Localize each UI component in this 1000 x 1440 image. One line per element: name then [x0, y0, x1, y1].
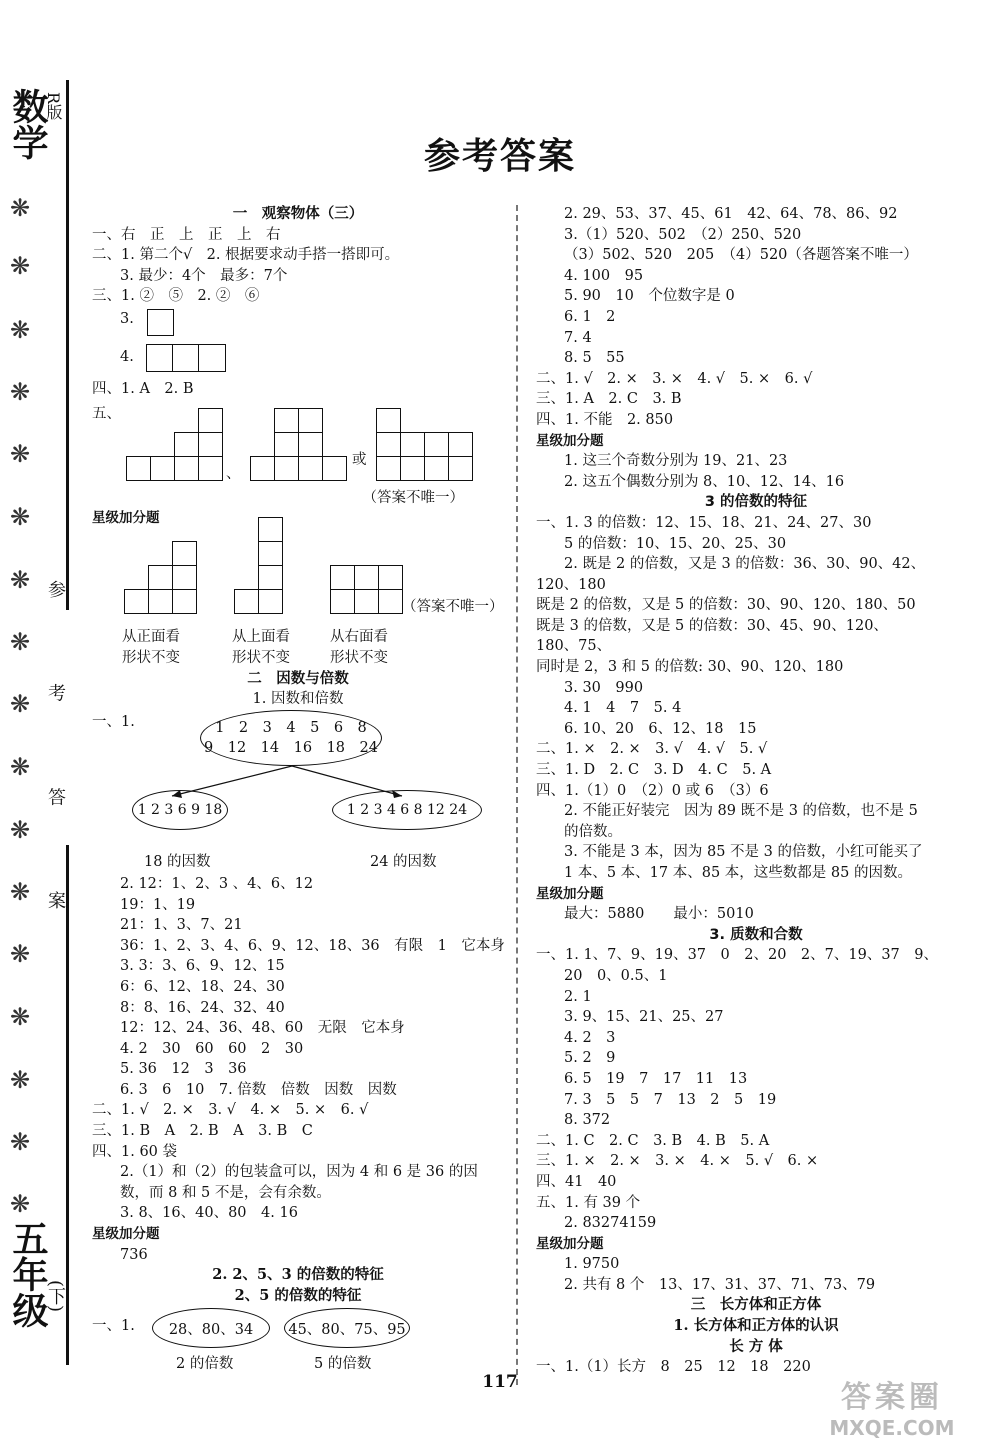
cube-square — [198, 456, 223, 481]
cube-square — [148, 565, 173, 590]
answer-line: 3. 30 990 — [564, 679, 644, 696]
cube-square — [146, 344, 174, 372]
answer-line: 三、1. ② ⑤ 2. ② ⑥ — [92, 288, 260, 305]
answer-line: 一、1. 1、7、9、19、37 0 2、20 2、7、19、37 9、 — [536, 947, 938, 964]
answer-line: 19：1、19 — [120, 896, 196, 913]
flower-icon: ❋ — [10, 378, 31, 406]
answer-line: 4. 2 30 60 60 2 30 — [120, 1040, 304, 1057]
cube-square — [147, 309, 174, 336]
cube-square — [274, 456, 299, 481]
term-label: (下) — [45, 1280, 66, 1313]
watermark — [802, 1372, 982, 1440]
factor-ellipse-18: 1 2 3 6 9 18 — [132, 790, 228, 830]
answer-line: 120、180 — [536, 576, 606, 593]
flower-icon: ❋ — [10, 566, 31, 594]
answer-line: 2. 既是 2 的倍数，又是 3 的倍数：36、30、90、42、 — [564, 556, 926, 573]
flower-icon: ❋ — [10, 503, 31, 531]
answer-line: 同时是 2，3 和 5 的倍数: 30、90、120、180 — [536, 659, 844, 676]
answer-line: 二、1. √ 2. × 3. × 4. √ 5. × 6. √ — [536, 370, 813, 387]
answer-line: 8. 5 55 — [564, 350, 625, 367]
arrows — [92, 710, 504, 850]
cube-square — [424, 432, 449, 457]
caption: 18 的因数 — [144, 853, 211, 870]
answer-line: 一、1. — [92, 713, 135, 730]
cube-square — [174, 432, 199, 457]
section-heading: 3. 质数和合数 — [709, 926, 803, 943]
cube-square — [378, 589, 403, 614]
cube-square — [198, 432, 223, 457]
section-subheading: 1. 长方体和正方体的认识 — [673, 1317, 839, 1335]
page-number: 117 — [482, 1372, 518, 1392]
answer-line: 的倍数。 — [564, 823, 622, 840]
section-heading: 三 长方体和正方体 — [690, 1297, 822, 1314]
cube-square — [172, 565, 197, 590]
answer-line: 3. 不能是 3 本，因为 85 不是 3 的倍数，小红可能买了 — [564, 844, 923, 861]
factor-labels — [92, 850, 504, 874]
answer-line: 180、75、 — [536, 638, 612, 655]
answer-line: 三、1. D 2. C 3. D 4. C 5. A — [536, 762, 772, 779]
cube-square — [448, 456, 473, 481]
caption-top: 从上面看 — [232, 628, 290, 645]
single-square-figure — [92, 307, 504, 339]
section-heading: 3 的倍数的特征 — [704, 494, 808, 511]
section-heading: 2. 2、5、3 的倍数的特征 — [212, 1266, 384, 1284]
answer-line: 2. 12：1、2、3 、4、6、12 — [120, 875, 314, 892]
flower-icon: ❋ — [10, 628, 31, 656]
answer-line: 1 本、5 本、17 本、85 本，这些数都是 85 的因数。 — [564, 865, 912, 881]
answer-line: 6：6、12、18、24、30 — [120, 978, 285, 995]
bonus-heading: 星级加分题 — [92, 510, 160, 527]
cube-square — [448, 432, 473, 457]
bonus-heading: 星级加分题 — [92, 1226, 160, 1243]
answer-line: 二、1. 第二个√ 2. 根据要求动手搭一搭即可。 — [92, 247, 400, 264]
answer-line: 四、1. 不能 2. 850 — [536, 411, 674, 428]
answer-line: 5. 2 9 — [564, 1050, 616, 1067]
answer-line: 五、1. 有 39 个 — [536, 1194, 641, 1211]
cube-square — [298, 432, 323, 457]
caption: 24 的因数 — [370, 853, 437, 870]
ellipse-text: 1 2 3 4 5 6 8 — [215, 719, 367, 736]
flower-icon: ❋ — [10, 194, 31, 222]
cube-square — [330, 589, 355, 614]
answer-line: 2. 1 — [564, 988, 592, 1005]
separator: 、 — [226, 465, 241, 482]
answer-line: 6. 5 19 7 17 11 13 — [564, 1070, 748, 1087]
grade-label: 五年级 — [7, 1220, 48, 1328]
flower-icon: ❋ — [10, 878, 31, 906]
cube-square — [172, 541, 197, 566]
answer-line: 3.（1）520、502 （2）250、520 — [564, 226, 802, 243]
ellipse-text: 9 12 14 16 18 24 — [204, 739, 378, 756]
flower-icon: ❋ — [10, 753, 31, 781]
cube-square — [376, 456, 401, 481]
cube-square — [148, 589, 173, 614]
answer-line: 四、41 40 — [536, 1173, 617, 1190]
cube-square — [258, 541, 283, 566]
answer-line: 2. 共有 8 个 13、17、31、37、71、73、79 — [564, 1276, 876, 1293]
left-column — [92, 204, 504, 1372]
answer-line: 3. — [120, 310, 134, 327]
cube-square — [400, 432, 425, 457]
note-not-unique: （答案不唯一） — [402, 598, 504, 615]
answer-line: 6. 3 6 10 7. 倍数 倍数 因数 因数 — [120, 1081, 397, 1098]
answer-line: 7. 4 — [564, 329, 592, 346]
answer-line: 4. — [120, 348, 134, 365]
flower-icon: ❋ — [10, 1066, 31, 1094]
answer-line: 2.（1）和（2）的包装盒可以，因为 4 和 6 是 36 的因 — [120, 1164, 478, 1181]
answer-line: 736 — [120, 1246, 148, 1263]
answer-line: 三、1. A 2. C 3. B — [536, 391, 682, 408]
flower-icon: ❋ — [10, 1128, 31, 1156]
three-squares-figure — [92, 339, 504, 379]
edition-label: R版 — [44, 92, 63, 121]
section-heading: 一 观察物体（三） — [232, 206, 364, 222]
or-label: 或 — [352, 451, 367, 468]
cube-square — [124, 589, 149, 614]
sidebar — [0, 0, 100, 1431]
answer-line: 四、1. 60 袋 — [92, 1143, 178, 1160]
multiple-labels — [92, 1350, 504, 1372]
answer-line: 一、1. — [92, 1318, 135, 1335]
answer-line: 最大：5880 最小：5010 — [564, 906, 754, 923]
cube-square — [126, 456, 151, 481]
answer-line: 2. 这五个偶数分别为 8、10、12、14、16 — [564, 473, 845, 490]
answer-line: 既是 2 的倍数，又是 5 的倍数：30、90、120、180、50 — [536, 597, 916, 614]
bonus-cube-figure — [92, 529, 504, 625]
answer-line: 3. 3：3、6、9、12、15 — [120, 958, 285, 975]
note-not-unique: （答案不唯一） — [362, 489, 464, 506]
answer-line: 21：1、3、7、21 — [120, 917, 243, 934]
bonus-heading: 星级加分题 — [536, 885, 604, 902]
flower-icon: ❋ — [10, 1190, 31, 1218]
cube-square — [322, 456, 347, 481]
section-subheading: 长 方 体 — [729, 1338, 783, 1355]
caption: 2 的倍数 — [176, 1356, 234, 1373]
cube-square — [234, 589, 259, 614]
answer-line: 二、1. C 2. C 3. B 4. B 5. A — [536, 1132, 770, 1149]
answer-line: 二、1. × 2. × 3. √ 4. √ 5. √ — [536, 741, 768, 758]
multiples-of-2-ellipse: 28、80、34 — [152, 1308, 270, 1348]
cube-square — [174, 456, 199, 481]
answer-line: （3）502、520 205 （4）520（各题答案不唯一） — [564, 247, 918, 264]
flower-icon: ❋ — [10, 440, 31, 468]
answer-line: 3. 8、16、40、80 4. 16 — [120, 1205, 298, 1222]
answer-line: 1. 这三个奇数分别为 19、21、23 — [564, 453, 788, 470]
caption-right: 形状不变 — [330, 649, 388, 666]
caption-top: 形状不变 — [232, 649, 290, 666]
answer-line: 8：8、16、24、32、40 — [120, 999, 285, 1016]
bonus-heading: 星级加分题 — [536, 432, 604, 449]
bonus-captions — [92, 625, 504, 669]
answer-line: 四、1. A 2. B — [92, 380, 194, 397]
cube-square — [424, 456, 449, 481]
flower-icon: ❋ — [10, 940, 31, 968]
answer-line: 一、右 正 上 正 上 右 — [92, 226, 281, 243]
cube-square — [172, 589, 197, 614]
section-subheading: 1. 因数和倍数 — [252, 691, 344, 708]
answer-line: 4. 100 95 — [564, 267, 644, 284]
answer-line: 数，而 8 和 5 不是，会有余数。 — [120, 1184, 331, 1201]
answer-line: 12：12、24、36、48、60 无限 它本身 — [120, 1020, 405, 1037]
answer-line: 20 0、0.5、1 — [564, 967, 668, 984]
flower-icon: ❋ — [10, 816, 31, 844]
cube-views-figure — [92, 400, 504, 488]
cube-square — [258, 589, 283, 614]
answer-line: 一、1.（1）长方 8 25 12 18 220 — [536, 1359, 811, 1376]
column-divider — [516, 205, 518, 1385]
caption-front: 形状不变 — [122, 649, 180, 666]
cube-square — [330, 565, 355, 590]
cube-square — [258, 565, 283, 590]
cube-square — [198, 344, 226, 372]
flower-icon: ❋ — [10, 252, 31, 280]
multiple-ellipse-figure — [92, 1306, 504, 1350]
answer-line: 3. 9、15、21、25、27 — [564, 1009, 724, 1026]
cube-square — [258, 517, 283, 542]
answer-line: 5 的倍数：10、15、20、25、30 — [564, 535, 787, 552]
cube-square — [250, 456, 275, 481]
cube-square — [376, 432, 401, 457]
answer-line: 三、1. × 2. × 3. × 4. × 5. √ 6. × — [536, 1153, 819, 1170]
multiples-of-5-ellipse: 45、80、75、95 — [284, 1308, 410, 1348]
answer-line: 2. 83274159 — [564, 1215, 657, 1232]
bonus-heading: 星级加分题 — [536, 1235, 604, 1252]
cube-square — [198, 408, 223, 433]
caption: 5 的倍数 — [314, 1356, 372, 1373]
cube-square — [298, 456, 323, 481]
page-title: 参考答案 — [423, 136, 576, 177]
answer-line: 6. 1 2 — [564, 308, 616, 325]
watermark-text: MXQE.COM — [829, 1416, 955, 1440]
caption-front: 从正面看 — [122, 628, 180, 645]
cube-square — [274, 432, 299, 457]
answer-line: 既是 3 的倍数，又是 5 的倍数：30、45、90、120、 — [536, 617, 888, 634]
answer-line: 四、1.（1）0 （2）0 或 6 （3）6 — [536, 782, 769, 799]
answer-line: 6. 10、20 6、12、18 15 — [564, 720, 757, 737]
answer-line: 三、1. B A 2. B A 3. B C — [92, 1123, 313, 1140]
answer-line: 5. 90 10 个位数字是 0 — [564, 288, 735, 305]
cube-square — [376, 408, 401, 433]
answer-line: 8. 372 — [564, 1112, 611, 1129]
section-subheading: 2、5 的倍数的特征 — [234, 1286, 362, 1304]
cube-square — [354, 589, 379, 614]
answers-vertical-label: 参 考 答 案 — [45, 580, 66, 950]
cube-square — [400, 456, 425, 481]
section-heading: 二 因数与倍数 — [247, 670, 349, 687]
flower-icon: ❋ — [10, 316, 31, 344]
factor-ellipse-24: 1 2 3 4 6 8 12 24 — [332, 790, 482, 830]
answer-line: 3. 最少：4个 最多：7个 — [120, 267, 288, 284]
answer-line: 4. 1 4 7 5. 4 — [564, 700, 682, 717]
caption-right: 从右面看 — [330, 628, 388, 645]
answer-line: 36：1、2、3、4、6、9、12、18、36 有限 1 它本身 — [120, 937, 505, 954]
answer-line: 1. 9750 — [564, 1256, 620, 1273]
factor-ellipse-figure — [92, 710, 504, 850]
answer-line: 五、 — [92, 405, 121, 422]
cube-square — [298, 408, 323, 433]
cube-square — [172, 344, 200, 372]
flower-icon: ❋ — [10, 690, 31, 718]
right-column — [536, 204, 976, 1378]
answer-line: 一、1. 3 的倍数：12、15、18、21、24、27、30 — [536, 514, 872, 531]
subject-label: 数学 — [7, 88, 48, 160]
cube-square — [354, 565, 379, 590]
answer-line: 7. 3 5 5 7 13 2 5 19 — [564, 1091, 777, 1108]
cube-square — [378, 565, 403, 590]
answer-line: 4. 2 3 — [564, 1029, 616, 1046]
answer-line: 2. 不能正好装完 因为 89 既不是 3 的倍数，也不是 5 — [564, 803, 918, 820]
answer-line: 2. 29、53、37、45、61 42、64、78、86、92 — [564, 206, 898, 222]
cube-square — [274, 408, 299, 433]
answer-line: 二、1. √ 2. × 3. √ 4. × 5. × 6. √ — [92, 1102, 369, 1119]
watermark-text: 答案圈 — [841, 1380, 943, 1415]
flower-icon: ❋ — [10, 1003, 31, 1031]
answer-line: 5. 36 12 3 36 — [120, 1061, 247, 1078]
cube-square — [150, 456, 175, 481]
